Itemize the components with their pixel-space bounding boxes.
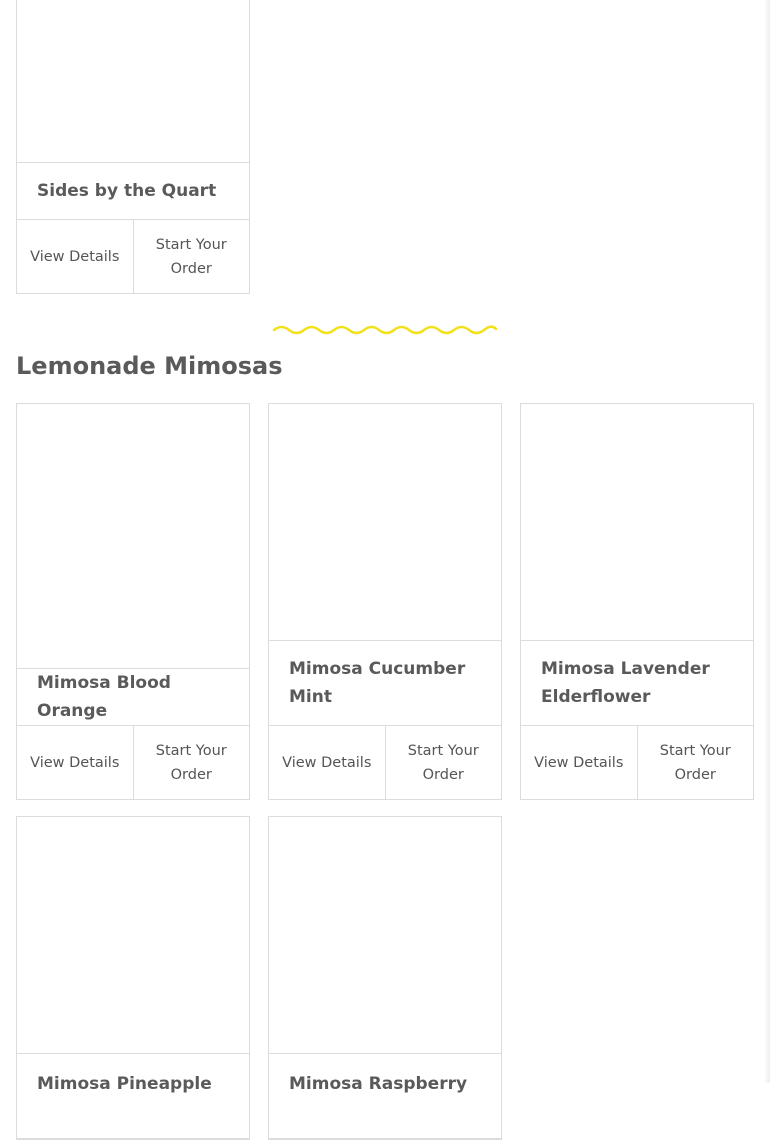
product-title[interactable] — [17, 1054, 249, 1139]
start-order-button[interactable]: Start Your Order — [385, 726, 502, 799]
start-order-button[interactable]: Start Your Order — [637, 726, 754, 799]
product-title-text: Mimosa Blood Orange — [37, 673, 171, 721]
start-order-button[interactable]: Start Your Order — [133, 220, 250, 293]
product-card[interactable] — [16, 0, 250, 294]
view-details-button[interactable]: View Details — [534, 754, 624, 771]
product-image[interactable] — [269, 817, 501, 1054]
product-title-text: Mimosa Pineapple — [37, 1074, 212, 1094]
product-title-text: Mimosa Lavender Elderflower — [541, 659, 710, 707]
view-details-button[interactable]: View Details — [30, 248, 120, 265]
product-card[interactable] — [16, 816, 250, 1140]
product-card[interactable] — [268, 403, 502, 800]
product-image[interactable] — [521, 404, 753, 641]
product-actions — [521, 726, 753, 799]
view-details-button[interactable]: View Details — [282, 754, 372, 771]
product-title-text: Mimosa Cucumber Mint — [289, 659, 466, 707]
product-actions — [269, 726, 501, 799]
start-order-button[interactable]: Start Your Order — [133, 726, 250, 799]
product-title[interactable] — [17, 163, 249, 220]
product-image[interactable] — [17, 0, 249, 163]
product-card[interactable] — [16, 403, 250, 800]
product-title[interactable] — [269, 1054, 501, 1139]
squiggle-divider-icon — [272, 320, 500, 340]
product-card[interactable] — [520, 403, 754, 800]
scrollbar-edge — [764, 0, 770, 1083]
view-details-button[interactable]: View Details — [30, 754, 120, 771]
product-card[interactable] — [268, 816, 502, 1140]
product-actions — [17, 220, 249, 293]
product-image[interactable] — [17, 404, 249, 669]
product-title[interactable] — [17, 669, 249, 726]
product-actions — [17, 726, 249, 799]
product-title-text: Sides by the Quart — [37, 181, 217, 201]
product-title[interactable] — [269, 641, 501, 726]
product-title-text: Mimosa Raspberry — [289, 1074, 468, 1094]
product-title[interactable] — [521, 641, 753, 726]
product-image[interactable] — [269, 404, 501, 641]
product-image[interactable] — [17, 817, 249, 1054]
section-title: Lemonade Mimosas — [16, 352, 283, 380]
